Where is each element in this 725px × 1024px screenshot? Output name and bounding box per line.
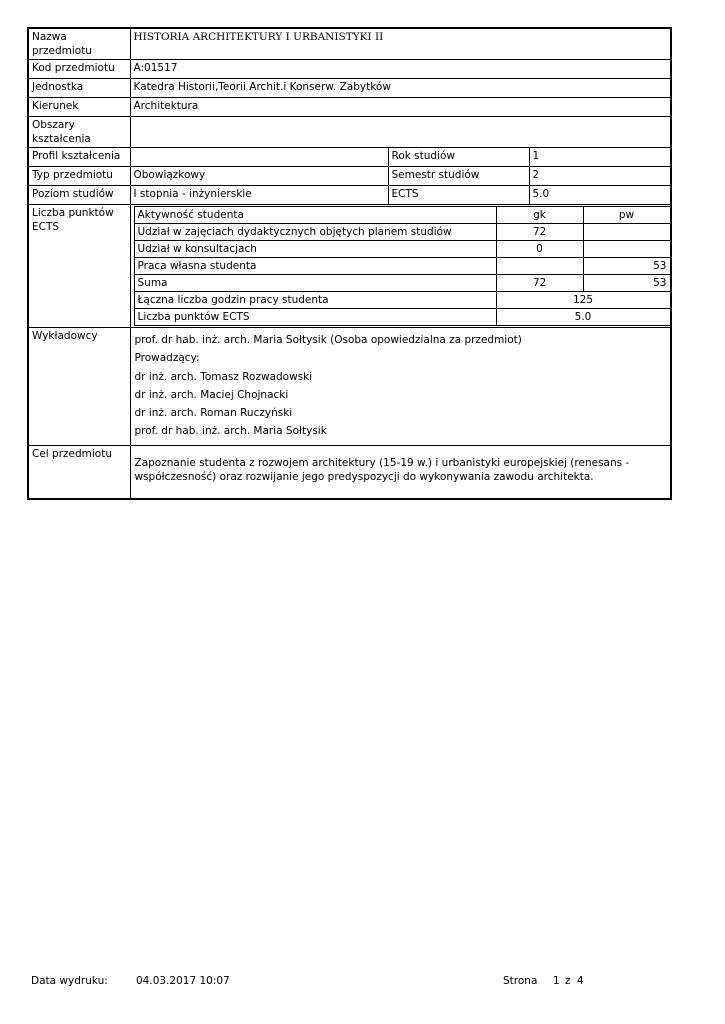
row-level xyxy=(28,186,671,205)
type-value: Obowiązkowy xyxy=(130,167,388,186)
ects-label: ECTS xyxy=(388,186,529,205)
hours-activity: Praca własna studenta xyxy=(134,258,496,275)
field-label: Kierunek xyxy=(28,98,130,117)
row-type xyxy=(28,167,671,186)
instructor-item: dr inż. arch. Roman Ruczyński xyxy=(134,407,293,419)
hours-gk: 72 xyxy=(496,224,583,241)
instructor-item: dr inż. arch. Tomasz Rozwadowski xyxy=(134,371,313,383)
row-unit xyxy=(28,79,671,98)
unit-value: Katedra Historii,Teorii Archit.i Konserw. Zabytków xyxy=(130,79,671,98)
hours-activity: Suma xyxy=(134,275,496,292)
total-ects-value: 5.0 xyxy=(496,309,670,326)
lecturer-responsible: prof. dr hab. inż. arch. Maria Sołtysik (Osoba opowiedzialna za przedmiot) xyxy=(134,334,522,346)
row-lecturers xyxy=(28,328,671,446)
hours-row-sum xyxy=(134,275,670,292)
page-number: 1 xyxy=(553,975,560,987)
lecturers-label: Wykładowcy xyxy=(28,328,130,446)
type-label: Typ przedmiotu xyxy=(28,167,130,186)
page-of: z xyxy=(565,975,571,987)
hours-header-pw: pw xyxy=(583,207,670,224)
hours-header-gk: gk xyxy=(496,207,583,224)
hours-row-total-ects xyxy=(134,309,670,326)
hours-header-row xyxy=(134,207,670,224)
row-ects-points xyxy=(28,205,671,328)
page-footer xyxy=(31,975,691,989)
instructor-item: prof. dr hab. inż. arch. Maria Sołtysik xyxy=(134,425,327,437)
row-field xyxy=(28,98,671,117)
course-name-value: HISTORIA ARCHITEKTURY I URBANISTYKI II xyxy=(130,28,671,60)
goal-label: Cel przedmiotu xyxy=(28,446,130,500)
course-info-table xyxy=(27,27,672,500)
row-course-name xyxy=(28,28,671,60)
areas-label: Obszary kształcenia xyxy=(28,117,130,148)
ects-points-cell xyxy=(130,205,671,328)
profile-value xyxy=(130,148,388,167)
page-total: 4 xyxy=(577,975,584,987)
row-course-code xyxy=(28,60,671,79)
print-date-value: 04.03.2017 10:07 xyxy=(136,975,230,987)
total-ects-label: Liczba punktów ECTS xyxy=(134,309,496,326)
page-label: Strona xyxy=(503,975,538,987)
hours-row-self-work xyxy=(134,258,670,275)
ects-value: 5.0 xyxy=(529,186,671,205)
unit-label: Jednostka xyxy=(28,79,130,98)
instructor-item: dr inż. arch. Maciej Chojnacki xyxy=(134,389,289,401)
row-profile xyxy=(28,148,671,167)
goal-value: Zapoznanie studenta z rozwojem architektury (15-19 w.) i urbanistyki europejskiej (renesans - współczesność) oraz rozwijanie jego predyspozycji do wykonywania zawodu architekta. xyxy=(130,446,671,500)
course-sheet xyxy=(27,27,670,500)
hours-row-total-hours xyxy=(134,292,670,309)
hours-gk: 72 xyxy=(496,275,583,292)
hours-pw xyxy=(583,241,670,258)
field-value: Architektura xyxy=(130,98,671,117)
lecturers-value xyxy=(130,328,671,446)
instructors-label: Prowadzący: xyxy=(134,352,200,364)
row-areas xyxy=(28,117,671,148)
course-code-value: A:01517 xyxy=(130,60,671,79)
semester-value: 2 xyxy=(529,167,671,186)
hours-header-activity: Aktywność studenta xyxy=(134,207,496,224)
print-date-label: Data wydruku: xyxy=(31,975,108,987)
areas-value xyxy=(130,117,671,148)
hours-gk xyxy=(496,258,583,275)
hours-activity: Udział w konsultacjach xyxy=(134,241,496,258)
semester-label: Semestr studiów xyxy=(388,167,529,186)
course-name-label: Nazwa przedmiotu xyxy=(28,28,130,60)
hours-pw xyxy=(583,224,670,241)
total-hours-value: 125 xyxy=(496,292,670,309)
hours-row-consultations xyxy=(134,241,670,258)
level-label: Poziom studiów xyxy=(28,186,130,205)
level-value: I stopnia - inżynierskie xyxy=(130,186,388,205)
year-value: 1 xyxy=(529,148,671,167)
course-code-label: Kod przedmiotu xyxy=(28,60,130,79)
hours-pw: 53 xyxy=(583,258,670,275)
hours-row-classes xyxy=(134,224,670,241)
profile-label: Profil kształcenia xyxy=(28,148,130,167)
ects-points-label: Liczba punktów ECTS xyxy=(28,205,130,328)
hours-activity: Udział w zajęciach dydaktycznych objętych planem studiów xyxy=(134,224,496,241)
row-goal xyxy=(28,446,671,500)
hours-gk: 0 xyxy=(496,241,583,258)
total-hours-label: Łączna liczba godzin pracy studenta xyxy=(134,292,496,309)
hours-pw: 53 xyxy=(583,275,670,292)
hours-table xyxy=(134,206,671,326)
year-label: Rok studiów xyxy=(388,148,529,167)
